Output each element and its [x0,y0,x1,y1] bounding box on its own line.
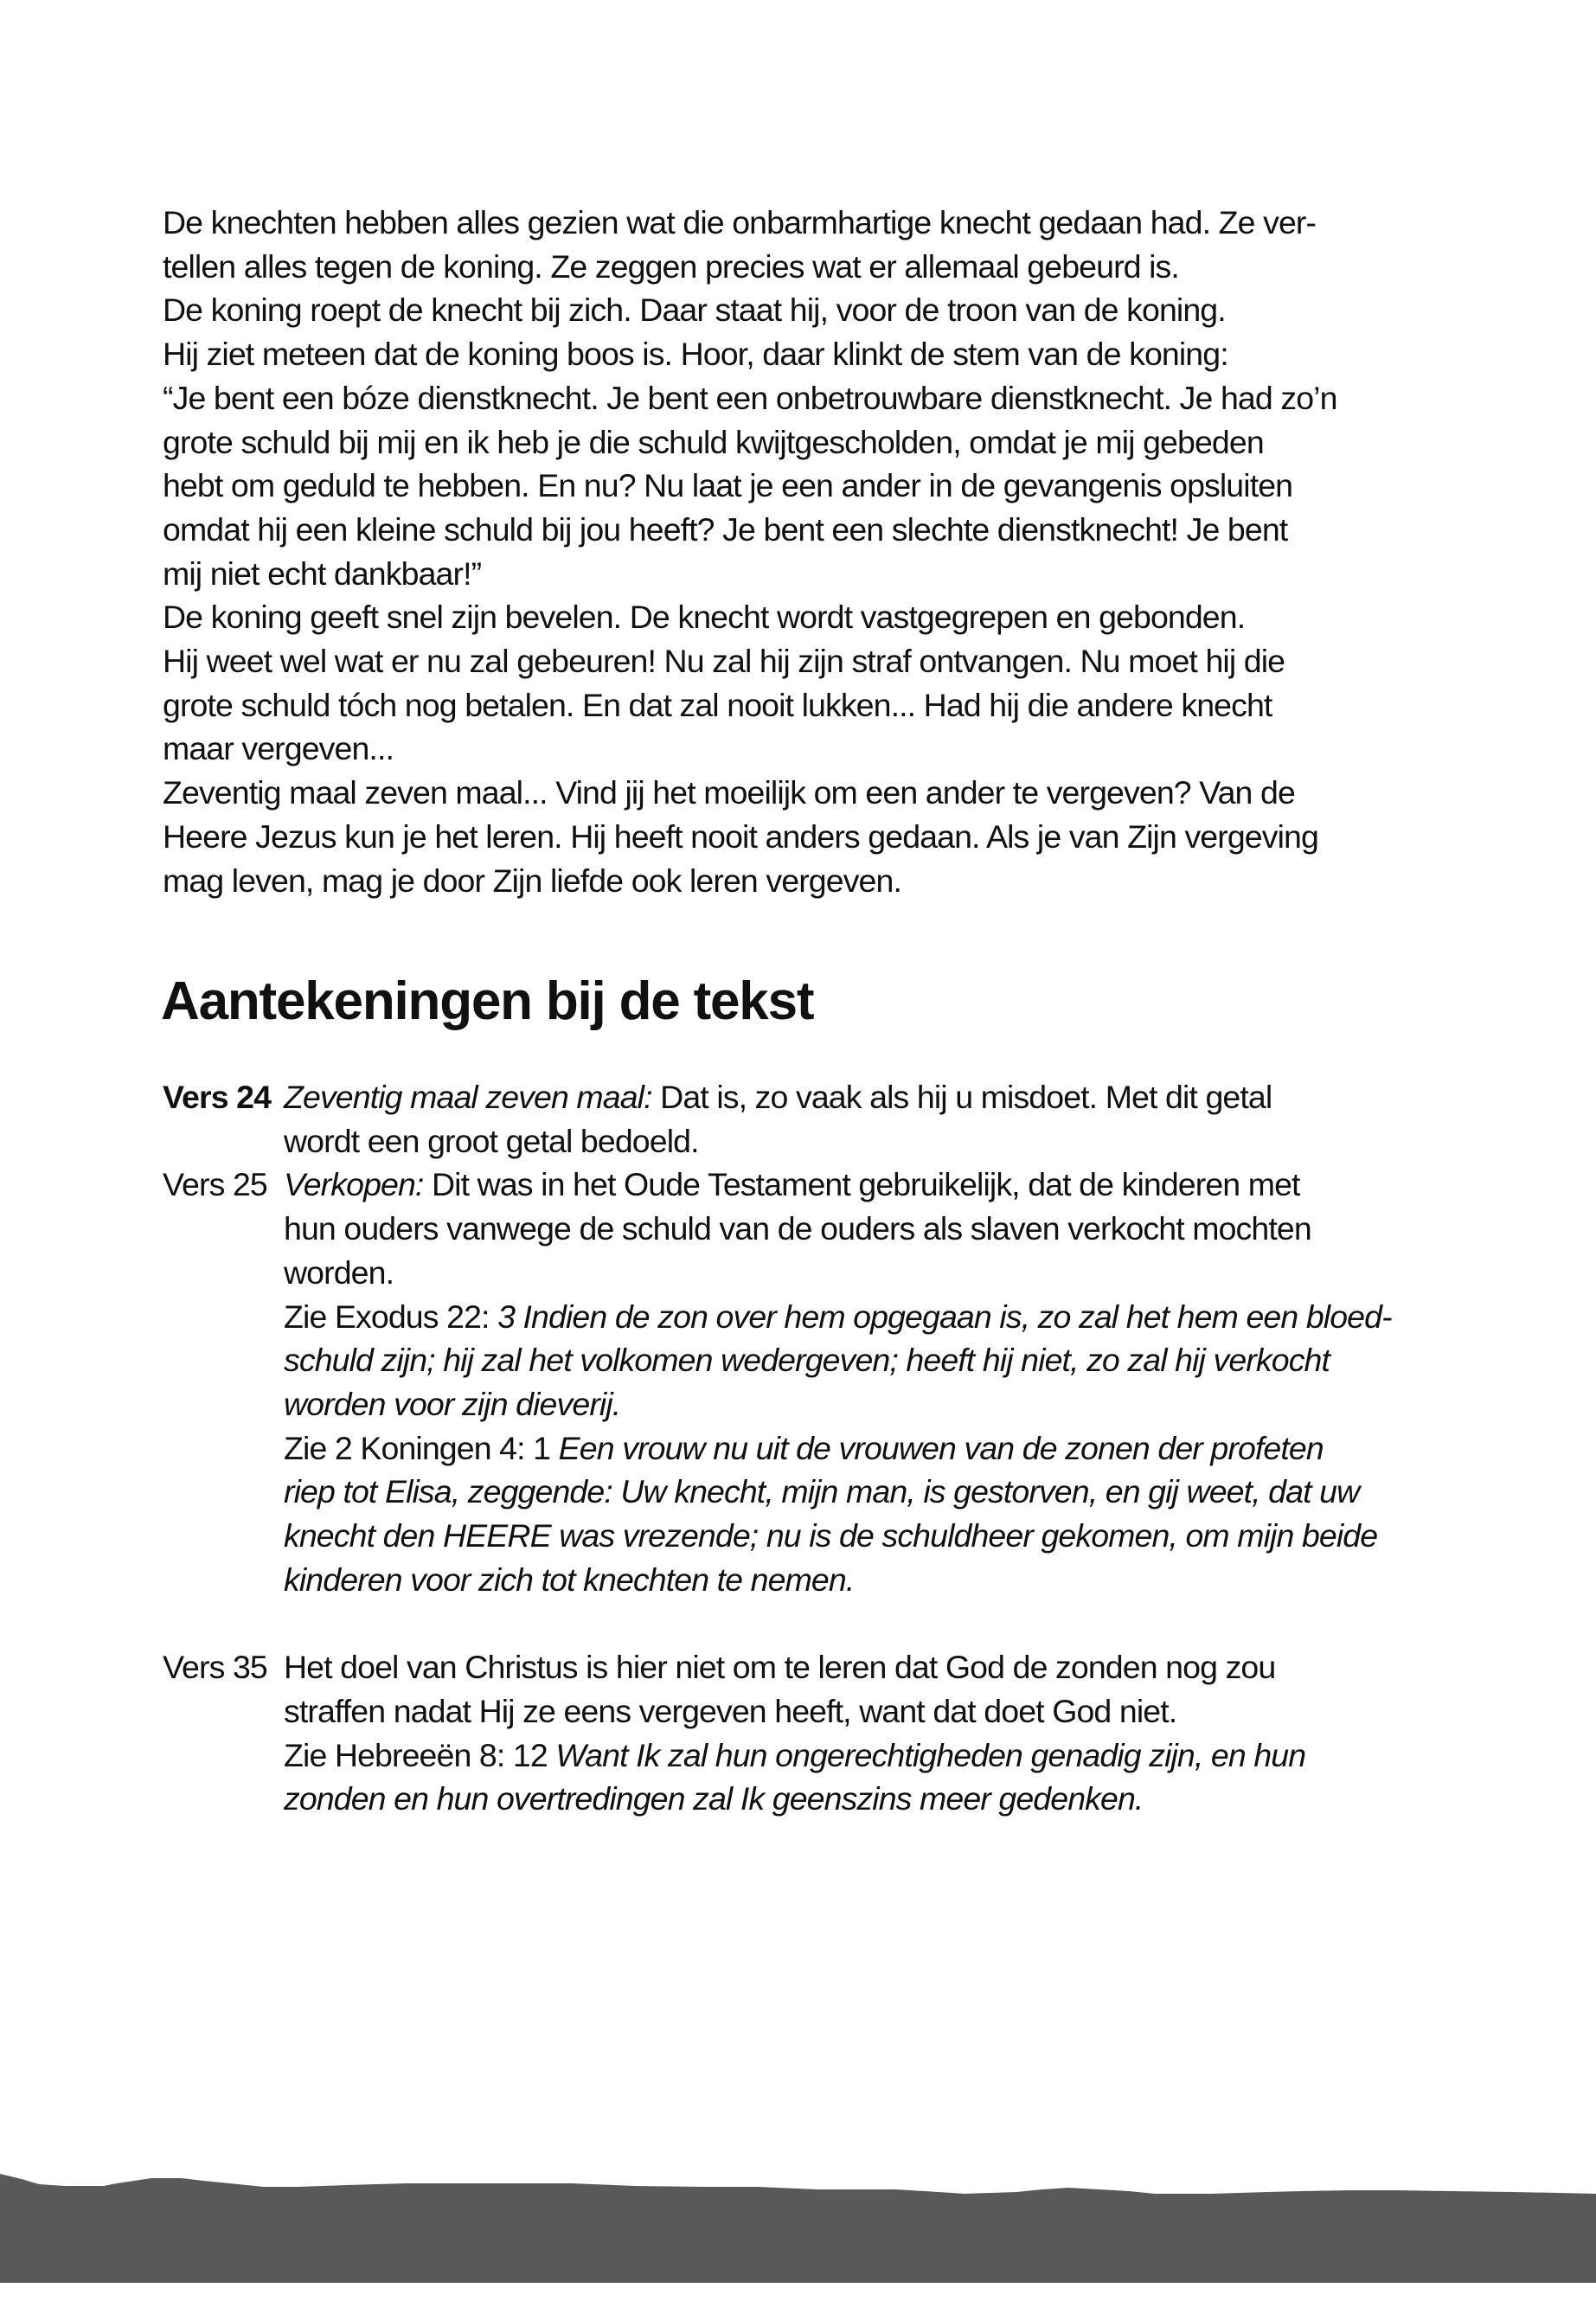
note-line [284,1207,1477,1251]
story-line: maar vergeven... [163,730,394,767]
note-text: Dat is, zo vaak als hij u misdoet. Met dit getal [651,1079,1272,1115]
note-text: straffen nadat Hij ze eens vergeven heeft, want dat doet God niet. [284,1692,1177,1729]
note-text: Dit was in het Oude Testament gebruikelijk, dat de kinderen met [423,1166,1300,1203]
story-line: mag leven, mag je door Zijn liefde ook leren vergeven. [163,862,901,899]
note-line [284,1119,1477,1163]
note-text: worden. [284,1253,394,1291]
story-line: Zeventig maal zeven maal... Vind jij het moeilijk om een ander te vergeven? Van de [163,774,1295,811]
note-label: Vers 25 [163,1166,267,1203]
note-line [284,1777,1477,1821]
story-line: Hij ziet meteen dat de koning boos is. Hoor, daar klinkt de stem van de koning: [163,336,1228,373]
footer-wave-shape [0,2174,1596,2283]
quote-text: zonden en hun overtredingen zal Ik geenszins meer gedenken. [284,1780,1144,1817]
notes-list [163,1075,1477,1821]
story-line: Heere Jezus kun je het leren. Hij heeft nooit anders gedaan. Als je van Zijn vergeving [163,817,1318,855]
note-line [284,1645,1477,1689]
reference-citation: Zie Hebreeën 8: 12 [284,1736,556,1773]
note-reference-exodus [284,1295,1477,1339]
story-line: De koning roept de knecht bij zich. Daar staat hij, voor de troon van de koning. [163,292,1226,329]
story-line: De knechten hebben alles gezien wat die onbarmhartige knecht gedaan had. Ze ver- [163,204,1317,240]
reference-citation: Zie 2 Koningen 4: 1 [284,1429,559,1466]
story-line: “Je bent een bóze dienstknecht. Je bent een onbetrouwbare dienstknecht. Je had zo’n [163,379,1337,416]
note-body [284,1163,1477,1601]
note-term: Verkopen: [284,1166,424,1203]
quote-text: worden voor zijn dieverij. [284,1385,621,1422]
note-line [284,1514,1477,1558]
note-text: Het doel van Christus is hier niet om te leren dat God de zonden nog zou [284,1649,1276,1686]
note-line [284,1558,1477,1602]
story-line: mij niet echt dankbaar!” [163,554,482,592]
note-text: hun ouders vanwege de schuld van de ouders als slaven verkocht mochten [284,1210,1311,1247]
note-reference-hebreeen [284,1734,1477,1778]
quote-text: schuld zijn; hij zal het volkomen wedergeven; heeft hij niet, zo zal hij verkocht [284,1342,1330,1379]
footer-band [0,2163,1596,2301]
note-vers-24 [163,1075,1477,1163]
note-body [284,1645,1477,1821]
note-text: wordt een groot getal bedoeld. [284,1122,699,1159]
note-line [284,1689,1477,1734]
story-line: omdat hij een kleine schuld bij jou heeft? Je bent een slechte dienstknecht! Je bent [163,510,1288,548]
note-line [284,1251,1477,1295]
story-line: Hij weet wel wat er nu zal gebeuren! Nu zal hij zijn straf ontvangen. Nu moet hij die [163,643,1285,680]
note-vers-35 [163,1645,1477,1821]
story-line: hebt om geduld te hebben. En nu? Nu laat je een ander in de gevangenis opsluiten [163,467,1293,504]
note-line [284,1163,1477,1207]
note-line [284,1470,1477,1514]
quote-text: Want Ik zal hun ongerechtigheden genadig zijn, en hun [555,1736,1306,1773]
story-text [163,201,1460,902]
note-body [284,1075,1477,1163]
story-line: grote schuld tóch nog betalen. En dat zal nooit lukken... Had hij die andere knecht [163,686,1272,723]
notes-heading: Aantekeningen bij de tekst [161,971,814,1031]
reference-citation: Zie Exodus 22: [284,1298,498,1335]
note-label: Vers 35 [163,1649,267,1686]
quote-text: Een vrouw nu uit de vrouwen van de zonen der profeten [558,1429,1324,1466]
story-line: De koning geeft snel zijn bevelen. De knecht wordt vastgegrepen en gebonden. [163,599,1246,636]
note-line [284,1382,1477,1426]
story-line: tellen alles tegen de koning. Ze zeggen precies wat er allemaal gebeurd is. [163,247,1179,285]
quote-text: kinderen voor zich tot knechten te nemen. [284,1561,855,1598]
story-line: grote schuld bij mij en ik heb je die schuld kwijtgescholden, omdat je mij gebeden [163,423,1264,460]
note-label: Vers 24 [163,1079,272,1115]
note-vers-25 [163,1163,1477,1601]
note-term: Zeventig maal zeven maal: [284,1079,652,1115]
quote-text: knecht den HEERE was vrezende; nu is de schuldheer gekomen, om mijn beide [284,1517,1378,1554]
note-line [284,1338,1477,1382]
quote-text: riep tot Elisa, zeggende: Uw knecht, mijn man, is gestorven, en gij weet, dat uw [284,1473,1360,1510]
quote-text: 3 Indien de zon over hem opgegaan is, zo zal het hem een bloed- [497,1298,1392,1335]
note-line [284,1075,1477,1119]
note-reference-koningen [284,1426,1477,1471]
